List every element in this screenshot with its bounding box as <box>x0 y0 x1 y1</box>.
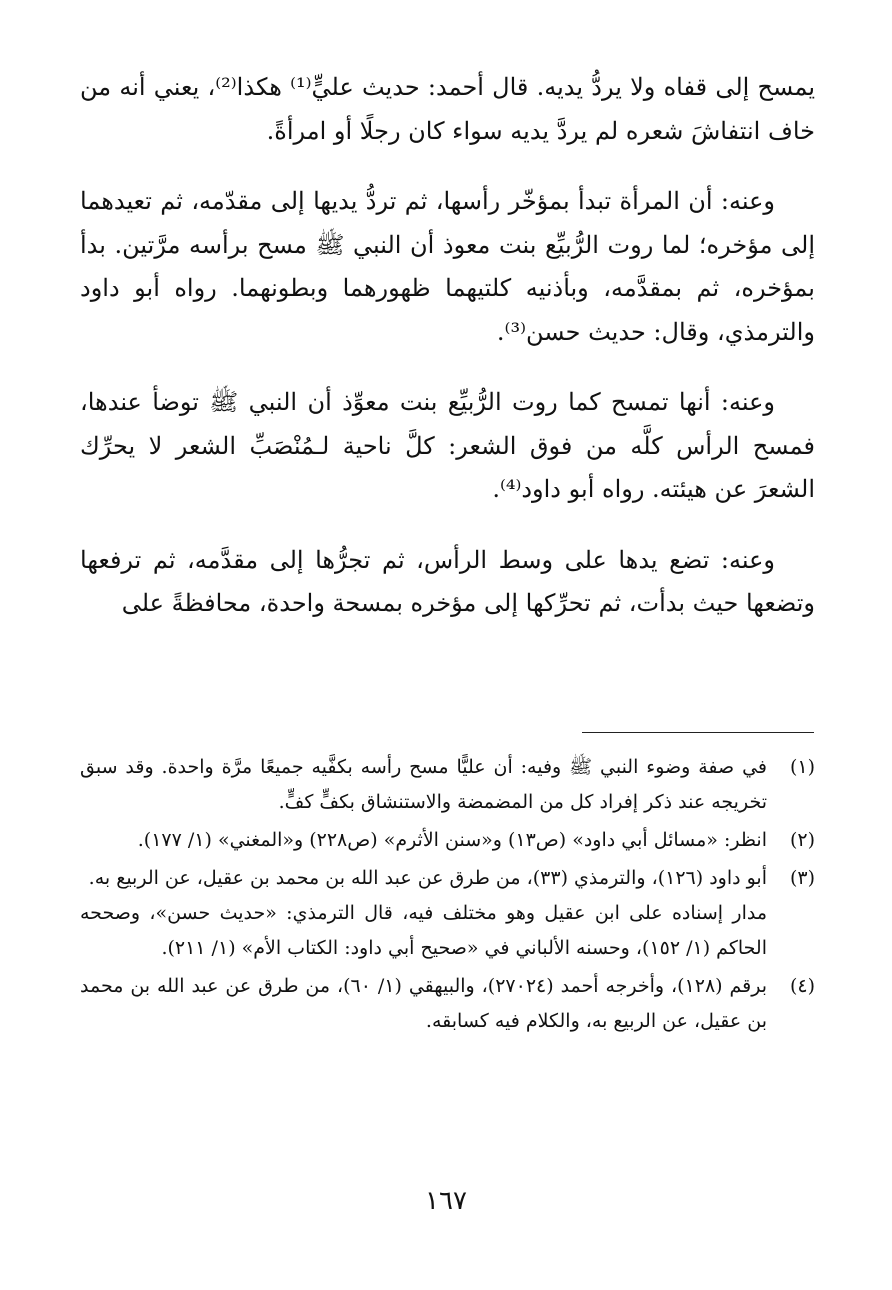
footnote-text <box>80 969 767 1039</box>
footnote-number: (٣) <box>789 867 815 889</box>
footnotes <box>80 750 815 1042</box>
footnote-text <box>80 750 767 820</box>
footnote-line: في صفة وضوء النبي ﷺ وفيه: أن عليًّا مسح رأسه بكفَّيه جميعًا مرَّة واحدة. وقد سبق تخريجه عند ذكر إفراد كل من المضمضة والاستنشاق بكفٍّ كفٍّ. <box>80 756 767 813</box>
footnote-1 <box>80 750 815 820</box>
paragraph-2: وعنه: أن المرأة تبدأ بمؤخّر رأسها، ثم تردُّ يديها إلى مقدّمه، ثم تعيدهما إلى مؤخره؛ لما روت الرُّبيِّع بنت معوذ أن النبي ﷺ مسح برأسه مرَّتين. بدأ بمؤخره، ثم بمقدَّمه، وبأذنيه كلتيهما ظهورهما وبطونهما. رواه أبو داود والترمذي، وقال: حديث حسن⁽³⁾. <box>80 187 815 346</box>
footnote-separator <box>582 732 814 733</box>
footnote-2 <box>80 823 815 858</box>
footnote-number: (١) <box>789 756 815 778</box>
footnote-text <box>80 861 767 966</box>
footnote-number: (٤) <box>789 975 815 997</box>
paragraph-4: وعنه: تضع يدها على وسط الرأس، ثم تجرُّها إلى مقدَّمه، ثم ترفعها وتضعها حيث بدأت، ثم تحرِّكها إلى مؤخره بمسحة واحدة، محافظةً على <box>80 545 815 617</box>
main-text <box>80 66 815 653</box>
footnote-text <box>80 823 767 858</box>
paragraph-3: وعنه: أنها تمسح كما روت الرُّبيِّع بنت معوِّذ أن النبي ﷺ توضأ عندها، فمسح الرأس كلَّه من فوق الشعر: كلَّ ناحية لـمُنْصَبِّ الشعر لا يحرِّك الشعرَ عن هيئته. رواه أبو داود⁽⁴⁾. <box>80 388 815 503</box>
footnote-line: برقم (١٢٨)، وأخرجه أحمد (٢٧٠٢٤)، والبيهقي (١/ ٦٠)، من طرق عن عبد الله بن محمد بن عقيل، عن الربيع به، والكلام فيه كسابقه. <box>80 975 768 1032</box>
footnote-line: انظر: «مسائل أبي داود» (ص١٣) و«سنن الأثرم» (ص٢٢٨) و«المغني» (١/ ١٧٧). <box>137 829 767 851</box>
footnote-line: مدار إسناده على ابن عقيل وهو مختلف فيه، قال الترمذي: «حديث حسن»، وصححه الحاكم (١/ ١٥٢)، وحسنه الألباني في «صحيح أبي داود: الكتاب الأم» (١/ ٢١١). <box>80 902 767 959</box>
footnote-number: (٢) <box>789 829 815 851</box>
footnote-3 <box>80 861 815 966</box>
footnote-4 <box>80 969 815 1039</box>
page-number: ١٦٧ <box>425 1186 467 1216</box>
footnote-line: أبو داود (١٢٦)، والترمذي (٣٣)، من طرق عن عبد الله بن محمد بن عقيل، عن الربيع به. <box>88 867 767 889</box>
paragraph-1: يمسح إلى قفاه ولا يردُّ يديه. قال أحمد: حديث عليٍّ⁽¹⁾ هكذا⁽²⁾، يعني أنه من خاف انتفاشَ شعره لم يردَّ يديه سواء كان رجلًا أو امرأةً. <box>80 73 815 145</box>
